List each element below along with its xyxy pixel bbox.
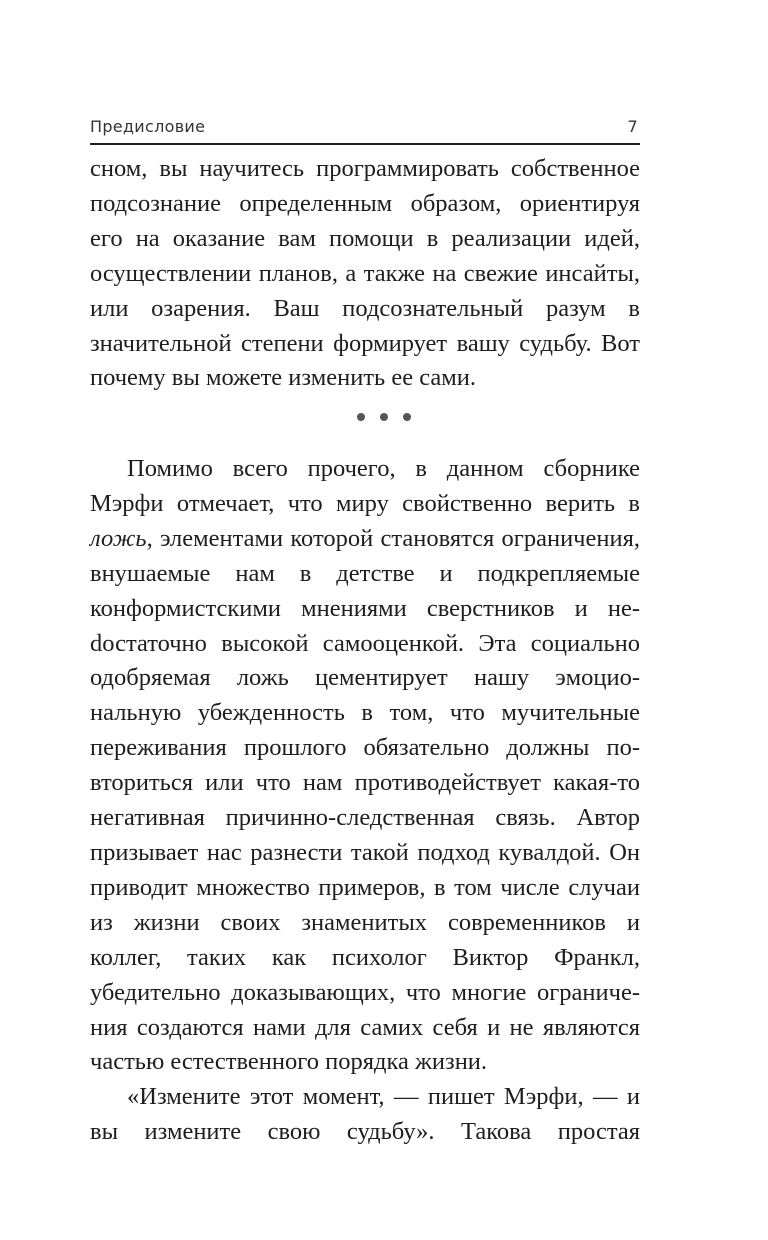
- body-text-main: [90, 452, 640, 1150]
- paragraph-main: [90, 452, 640, 1080]
- running-header-section-title: Предисловие: [90, 117, 206, 136]
- body-text-top: [90, 152, 640, 396]
- page-number: 7: [627, 117, 638, 136]
- paragraph-quote: «Измените этот момент, — пишет Мэрфи, — и вы измените свою судьбу». Такова простая: [90, 1083, 640, 1146]
- separator-dot: [357, 413, 365, 421]
- paragraph-main-part2: , элементами которой становятся ограничения, внушаемые нам в детстве и подкрепляемые конформистскими мнениями сверстников и неdостаточно высокой самооценкой. Эта социально одобряемая ложь цементирует нашу эмоциональную убежденность в том, что мучительные переживания прошлого обязательно должны повториться или что нам противодействует какая-то негативная причинно-следственная связь. Автор призывает нас разнести такой подход кувалдой. Он приводит множество примеров, в том числе случаи из жизни своих знаменитых современников и коллег, таких как психолог Виктор Франкл, убедительно доказывающих, что многие ограничения создаются нами для самих себя и не являются частью естественного порядка жизни.: [90, 524, 640, 1076]
- running-header: [90, 113, 640, 145]
- emphasis-word: ложь: [90, 524, 147, 552]
- paragraph-main-part1: Помимо всего прочего, в данном сборнике Мэрфи отмечает, что миру свойственно верить в: [90, 455, 640, 517]
- separator-dot: [380, 413, 388, 421]
- separator-dot: [403, 413, 411, 421]
- paragraph-continued: сном, вы научитесь программировать собственное подсознание определенным образом, ориентируя его на оказание вам помощи в реализации идей, осуществлении планов, а также на свежие инсайты, или озарения. Ваш подсознательный разум в значительной степени формирует вашу судьбу. Вот почему вы можете изменить ее сами.: [90, 155, 640, 392]
- section-separator: [0, 413, 768, 429]
